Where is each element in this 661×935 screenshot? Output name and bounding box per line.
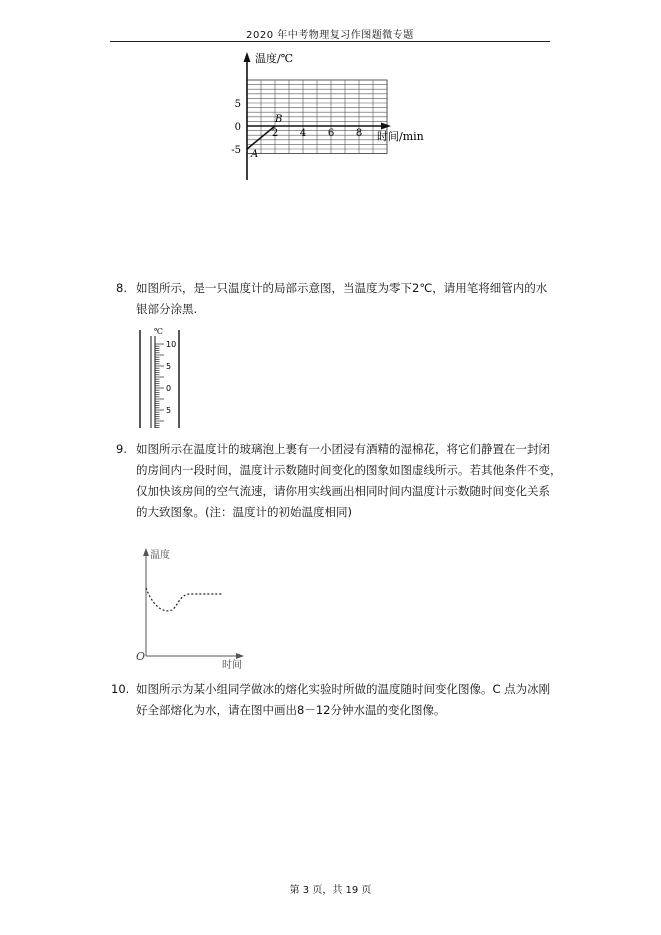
x-axis-label: 时间/min [377, 130, 424, 143]
y-tick-label: 5 [234, 99, 241, 110]
scale-label: 10 [166, 340, 177, 349]
question-9-number: 9. [116, 442, 127, 456]
page-header: 2020 年中考物理复习作图题微专题 [246, 30, 414, 41]
scale-label: 0 [166, 384, 172, 393]
scale-label: 5 [166, 362, 172, 371]
evaporation-temperature-chart [130, 544, 260, 672]
question-9-line-4: 的大致图象。(注：温度计的初始温度相同) [136, 505, 352, 519]
thermometer-figure [130, 326, 200, 430]
y-tick-label: 0 [234, 122, 241, 133]
x-tick-label: 8 [355, 128, 363, 139]
x-axis-arrow [236, 653, 244, 659]
chart-grid [247, 80, 387, 154]
thermometer-unit: ℃ [154, 327, 163, 336]
thermometer-scale [155, 344, 164, 428]
question-8-line-1: 如图所示，是一只温度计的局部示意图，当温度为零下2℃，请用笔将细管内的水 [136, 281, 548, 295]
y-axis-label: 温度 [150, 550, 170, 561]
question-9-line-1: 如图所示在温度计的玻璃泡上裹有一小团浸有酒精的湿棉花，将它们静置在一封闭 [136, 442, 550, 456]
thermometer-labels [166, 340, 176, 415]
page-footer: 第 3 页，共 19 页 [289, 885, 372, 896]
origin-label: O [136, 650, 146, 663]
y-axis-arrow [143, 548, 149, 556]
y-tick-label: -5 [231, 145, 241, 156]
dashed-curve [146, 588, 222, 611]
question-10-number: 10. [111, 682, 130, 696]
point-label: B [275, 114, 283, 125]
question-8-number: 8. [116, 281, 127, 295]
header-divider [110, 41, 550, 42]
x-axis-label: 时间 [222, 660, 242, 671]
x-tick-label: 6 [327, 128, 335, 139]
temperature-time-chart [225, 50, 445, 190]
y-axis-label: 温度/℃ [255, 52, 294, 65]
y-tick-labels [231, 99, 241, 156]
x-tick-label: 2 [271, 128, 279, 139]
y-axis-arrow [244, 52, 251, 62]
point-label: A [251, 149, 259, 160]
question-9-line-2: 的房间内一段时间，温度计示数随时间变化的图象如图虚线所示。若其他条件不变， [136, 463, 562, 477]
question-8-line-2: 银部分涂黑. [136, 302, 198, 316]
question-10-line-1: 如图所示为某小组同学做冰的熔化实验时所做的温度随时间变化图像。C 点为冰刚 [136, 682, 551, 696]
question-10-line-2: 好全部熔化为水，请在图中画出8－12分钟水温的变化图像。 [136, 703, 446, 717]
x-tick-label: 4 [299, 128, 307, 139]
x-axis-arrow [381, 123, 391, 130]
scale-label: 5 [166, 406, 172, 415]
question-9-line-3: 仅加快该房间的空气流速，请你用实线画出相同时间内温度计示数随时间变化关系 [136, 484, 550, 498]
